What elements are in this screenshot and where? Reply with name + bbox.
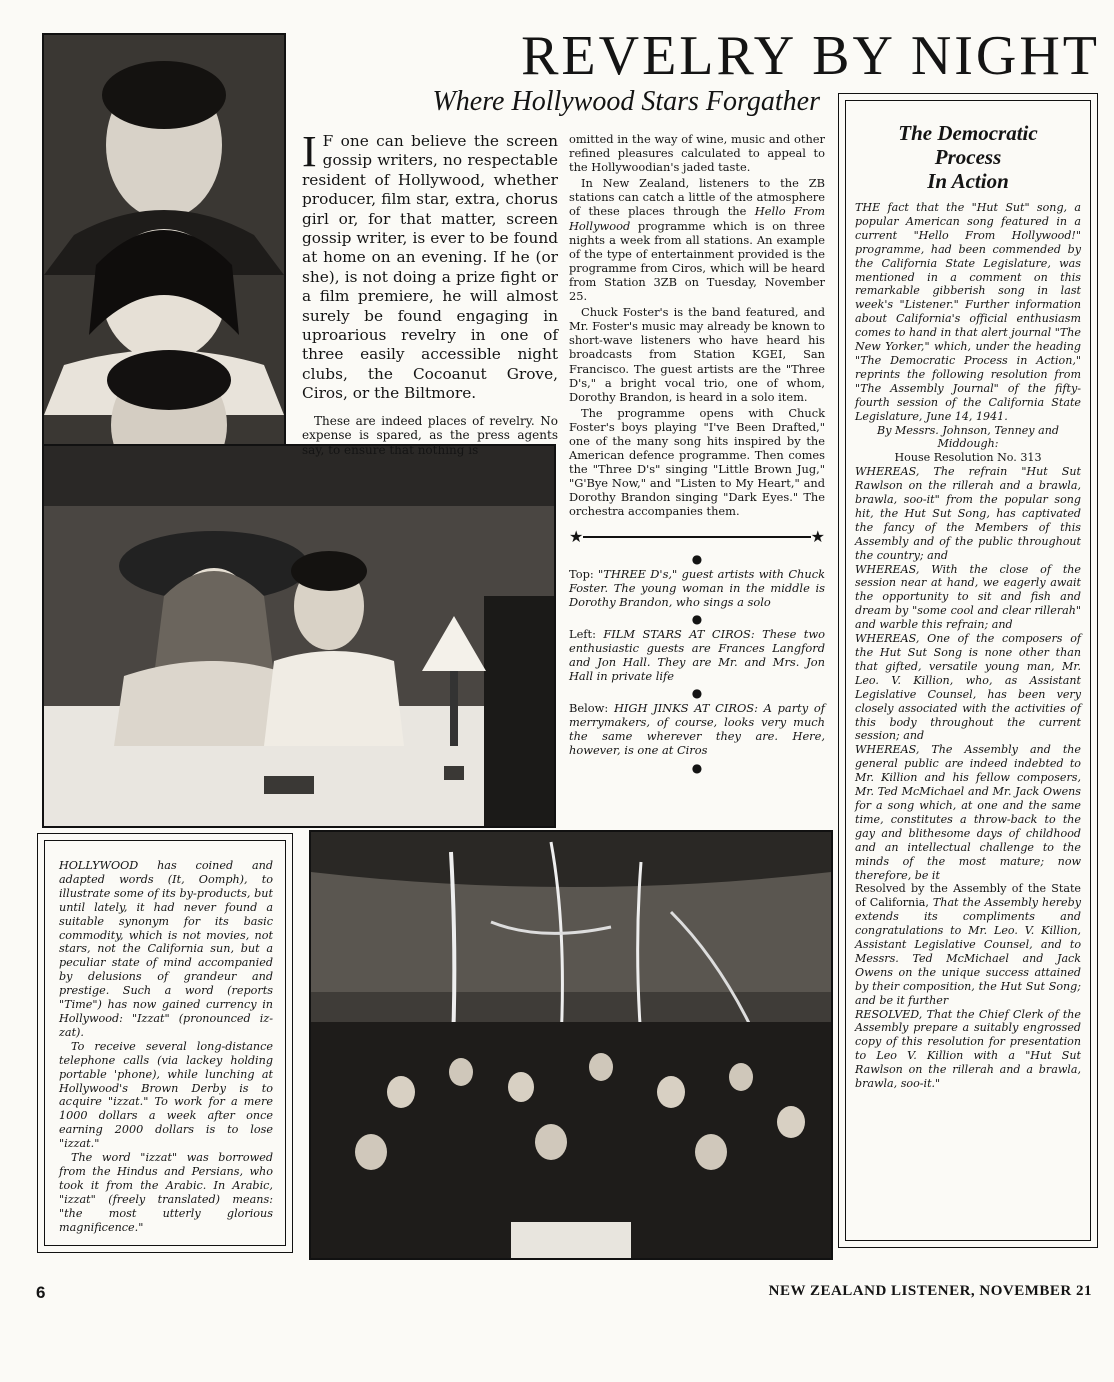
sidebar-title: The Democratic Process In Action bbox=[898, 121, 1038, 193]
photo-high-jinks-ciros bbox=[309, 830, 833, 1260]
star-icon: ★ bbox=[810, 526, 825, 546]
izzat-box bbox=[37, 833, 293, 1253]
sidebar-by-line: By Messrs. Johnson, Tenney and Middough: bbox=[877, 423, 1059, 451]
article-title: REVELRY BY NIGHT bbox=[521, 25, 1100, 87]
mid-paragraph-3: Chuck Foster's is the band featured, and Mr. Foster's music may already be known to short-wave listeners who have heard his broadcasts from Station KGEI, San Francisco. The guest artists are the "Three D's," a bright vocal trio, one of whom, Dorothy Brandon, is heard in a solo item. bbox=[569, 305, 825, 404]
bullet-icon: ● bbox=[691, 551, 703, 566]
bullet-icon: ● bbox=[691, 686, 703, 701]
photo-film-stars-ciros bbox=[42, 444, 556, 828]
intro-column bbox=[302, 127, 558, 459]
middle-column bbox=[569, 132, 825, 776]
caption-below: Below: HIGH JINKS AT CIROS: A party of merrymakers, of course, looks very much the same wherever they are. Here, however, is one at Ciros bbox=[569, 701, 825, 758]
sidebar-intro: THE fact that the "Hut Sut" song, a popular American song featured in a current "Hello From Hollywood!" programme, had been commended by the California State Legislature, was mentioned in a comment on this remarkable gibberish song in last week's "Listener." Further information about California's official enthusiasm comes to hand in that alert journal "The New Yorker," which, under the heading "The Democratic Process in Action," reprints the following resolution from "The Assembly Journal" of the fifty-fourth session of the California State Legislature, June 14, 1941. bbox=[855, 201, 1081, 423]
sidebar-inner bbox=[845, 100, 1091, 1241]
sidebar-resolution-number: House Resolution No. 313 bbox=[894, 451, 1042, 465]
bullet-icon: ● bbox=[691, 611, 703, 626]
sidebar-whereas-3: WHEREAS, One of the composers of the Hut Sut Song is none other than that gifted, versatile young man, Mr. Leo. V. Killion, who, as Assistant Legislative Counsel, has been very closely associated with the activities of this body throughout the current session; and bbox=[855, 632, 1081, 743]
sidebar-resolved-2: RESOLVED, That the Chief Clerk of the Assembly prepare a suitably engrossed copy of this resolution for presentation to Leo V. Killion with a "Hut Sut Rawlson on the rillerah and a brawla, brawla, soo-it." bbox=[855, 1007, 1081, 1091]
sidebar-resolved-1: Resolved by the Assembly of the State of California, That the Assembly hereby extends its compliments and congratulations to Mr. Leo. V. Killion, Assistant Legislative Counsel, and to Messrs. Ted McMichael and Jack Owens on the unique success attained by their composition, the Hut Sut Song; and be it further bbox=[855, 882, 1081, 1007]
intro-paragraph-2: These are indeed places of revelry. No expense is spared, as the press agents say, to ensure that nothing is bbox=[302, 413, 558, 457]
sidebar-whereas-4: WHEREAS, The Assembly and the general public are indeed indebted to Mr. Killion and his fellow composers, Mr. Ted McMichael and Mr. Jack Owens for a song which, at one and the same time, constitutes a throw-back to the gay and blithesome days of childhood and an intellectual challenge to the minds of the most mature; now therefore, be it bbox=[855, 743, 1081, 882]
drop-cap: I bbox=[302, 127, 317, 176]
bullet-icon: ● bbox=[691, 760, 703, 775]
star-divider bbox=[569, 526, 825, 546]
izzat-inner bbox=[44, 840, 286, 1246]
mid-paragraph-4: The programme opens with Chuck Foster's boys playing "I've Been Drafted," one of the many song hits inspired by the American defence programme. Then comes the "Three D's" singing "Little Brown Jug," "G'Bye Now," and "Listen to My Heart," and Dorothy Brandon singing "Dark Eyes." The orchestra accompanies them. bbox=[569, 405, 825, 519]
mid-paragraph-1: omitted in the way of wine, music and other refined pleasures calculated to appeal to the Hollywoodian's jaded taste. bbox=[569, 132, 825, 175]
izzat-paragraph-1: HOLLYWOOD has coined and adapted words (It, Oomph), to illustrate some of its by-products, but until lately, it had never found a suitable synonym for its basic commodity, which is not movies, not stars, not the California sun, but a peculiar state of mind accompanied by delusions of grandeur and prestige. Such a word (reports "Time") has now gained currency in Hollywood: "Izzat" (pronounced iz-zat). bbox=[59, 859, 273, 1039]
article-subtitle: Where Hollywood Stars Forgather bbox=[432, 86, 820, 117]
caption-left: Left: FILM STARS AT CIROS: These two enthusiastic guests are Frances Langford and Jon Hall. They are Mr. and Mrs. Jon Hall in private life bbox=[569, 626, 825, 684]
mid-paragraph-2: In New Zealand, listeners to the ZB stations can catch a little of the atmosphere of these places through the Hello From Hollywood programme which is on three nights a week from all stations. An example of the type of entertainment provided is the programme from Ciros, which will be heard from Station 3ZB on Tuesday, November 25. bbox=[569, 176, 825, 304]
intro-paragraph: I F one can believe the screen gossip writers, no respectable resident of Hollywood, whether producer, film star, extra, chorus girl or, for that matter, screen gossip writer, is ever to be found at home on an evening. If he (or she), is not doing a prize fight or a film premiere, he will almost surely be found engaging in uproarious revelry in one of three easily accessible night clubs, the Cocoanut Grove, Ciros, or the Biltmore. bbox=[302, 127, 558, 403]
star-icon: ★ bbox=[569, 526, 584, 546]
caption-top: Top: "THREE D's," guest artists with Chuck Foster. The young woman in the middle is Dorothy Brandon, who sings a solo bbox=[569, 566, 825, 609]
photo-three-ds bbox=[42, 33, 286, 503]
izzat-paragraph-2: To receive several long-distance telephone calls (via lackey holding portable 'phone), while lunching at Hollywood's Brown Derby is to acquire "izzat." To work for a mere 1000 dollars a week after once earning 2000 dollars is to lose "izzat." bbox=[59, 1039, 273, 1151]
sidebar-whereas-1: WHEREAS, The refrain "Hut Sut Rawlson on the rillerah and a brawla, brawla, soo-it" from the popular song hit, the Hut Sut Song, has captivated the fancy of the Members of this Assembly and of the public throughout the country; and bbox=[855, 465, 1081, 562]
sidebar-box bbox=[838, 93, 1098, 1248]
page-number: 6 bbox=[36, 1283, 46, 1302]
izzat-paragraph-3: The word "izzat" was borrowed from the Hindus and Persians, who took it from the Arabic. In Arabic, "izzat" (freely translated) means: "the most utterly glorious magnificence." bbox=[59, 1151, 273, 1234]
sidebar-whereas-2: WHEREAS, With the close of the session near at hand, we eagerly await the opportunity to sit and fish and dream by "some cool and clear rillerah" and warble this refrain; and bbox=[855, 562, 1081, 632]
publication-footer: NEW ZEALAND LISTENER, NOVEMBER 21 bbox=[768, 1283, 1092, 1299]
